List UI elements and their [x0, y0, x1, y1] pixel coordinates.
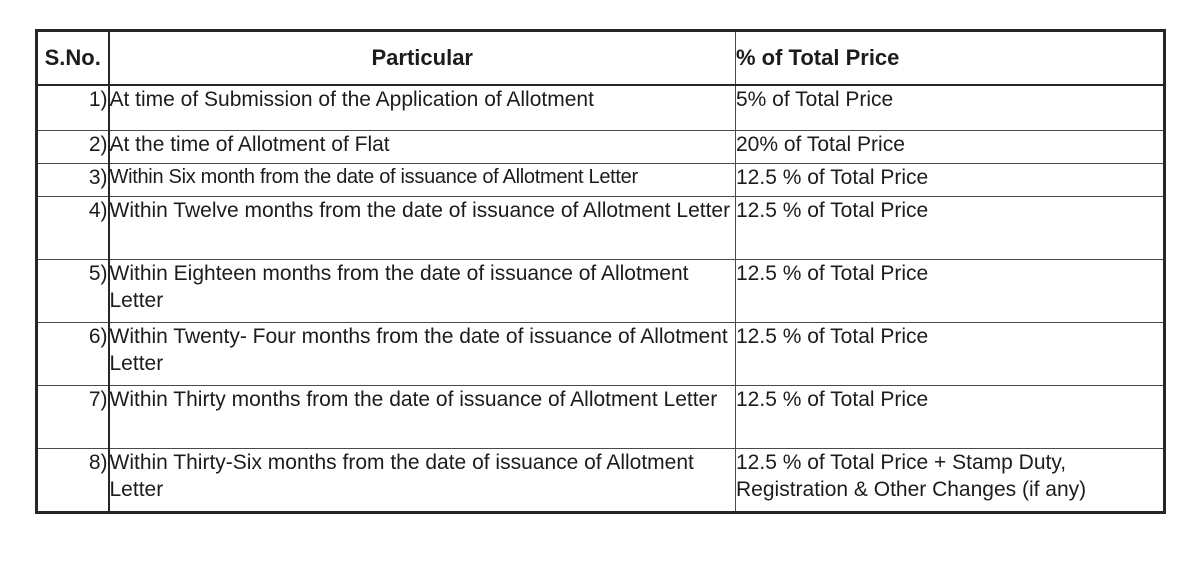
row-percent: 12.5 % of Total Price + Stamp Duty, Registration & Other Changes (if any): [736, 449, 1165, 513]
table-row: [37, 449, 1165, 513]
row-percent: 5% of Total Price: [736, 85, 1165, 131]
row-percent: 12.5 % of Total Price: [736, 323, 1165, 386]
row-particular: Within Eighteen months from the date of issuance of Allotment Letter: [109, 260, 736, 323]
table-row: [37, 85, 1165, 131]
table-row: [37, 131, 1165, 164]
row-particular: At the time of Allotment of Flat: [109, 131, 736, 164]
row-particular: Within Twenty- Four months from the date of issuance of Allotment Letter: [109, 323, 736, 386]
table-header-row: [37, 31, 1165, 86]
header-percent: % of Total Price: [736, 31, 1165, 86]
row-sno: 5): [37, 260, 109, 323]
table-row: [37, 260, 1165, 323]
row-sno: 3): [37, 164, 109, 197]
row-particular: Within Thirty months from the date of issuance of Allotment Letter: [109, 386, 736, 449]
row-percent: 12.5 % of Total Price: [736, 197, 1165, 260]
row-sno: 7): [37, 386, 109, 449]
row-percent: 12.5 % of Total Price: [736, 386, 1165, 449]
row-percent: 12.5 % of Total Price: [736, 260, 1165, 323]
row-sno: 2): [37, 131, 109, 164]
row-sno: 1): [37, 85, 109, 131]
table-row: [37, 197, 1165, 260]
row-particular: At time of Submission of the Application of Allotment: [109, 85, 736, 131]
payment-schedule-container: [35, 29, 1163, 514]
row-sno: 6): [37, 323, 109, 386]
row-percent: 12.5 % of Total Price: [736, 164, 1165, 197]
row-particular: Within Twelve months from the date of issuance of Allotment Letter: [109, 197, 736, 260]
payment-schedule-table: [35, 29, 1166, 514]
table-row: [37, 164, 1165, 197]
header-sno: S.No.: [37, 31, 109, 86]
row-sno: 4): [37, 197, 109, 260]
row-sno: 8): [37, 449, 109, 513]
header-particular: Particular: [109, 31, 736, 86]
row-particular: Within Six month from the date of issuance of Allotment Letter: [109, 164, 736, 197]
table-row: [37, 386, 1165, 449]
row-particular: Within Thirty-Six months from the date of issuance of Allotment Letter: [109, 449, 736, 513]
table-row: [37, 323, 1165, 386]
row-percent: 20% of Total Price: [736, 131, 1165, 164]
